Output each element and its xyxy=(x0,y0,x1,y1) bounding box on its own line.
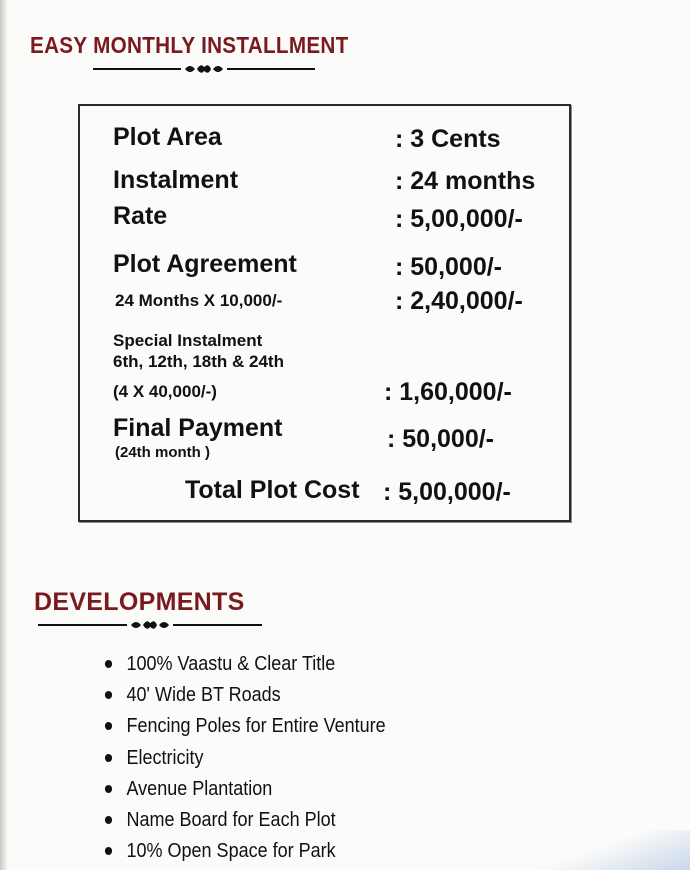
final-payment-sublabel: (24th month ) xyxy=(115,444,210,461)
list-item xyxy=(104,806,386,837)
page-edge-shadow xyxy=(0,0,8,870)
final-payment-label: Final Payment xyxy=(113,414,283,442)
rate-label: Rate xyxy=(113,202,168,230)
installment-box xyxy=(78,104,571,522)
development-item-text: Avenue Plantation xyxy=(126,777,273,800)
special-instalment-months: 6th, 12th, 18th & 24th xyxy=(113,352,284,371)
total-plot-cost-value: : 5,00,000/- xyxy=(383,478,511,506)
bullet-icon xyxy=(105,754,112,762)
special-instalment-breakdown: (4 X 40,000/-) xyxy=(113,382,217,401)
plot-area-value: : 3 Cents xyxy=(395,125,501,153)
list-item xyxy=(104,744,386,775)
plot-agreement-label: Plot Agreement xyxy=(113,250,297,278)
special-instalment-value: : 1,60,000/- xyxy=(384,378,512,406)
final-payment-value: : 50,000/- xyxy=(387,425,495,453)
bullet-icon xyxy=(105,691,112,699)
development-item-text: Name Board for Each Plot xyxy=(126,808,336,831)
monthly-installment-value: : 2,40,000/- xyxy=(395,287,523,315)
development-item-text: Electricity xyxy=(126,746,204,769)
ornament-divider-icon xyxy=(38,616,262,638)
list-item xyxy=(104,650,386,681)
developments-heading: DEVELOPMENTS xyxy=(34,588,245,616)
development-item-text: Fencing Poles for Entire Venture xyxy=(126,715,386,738)
list-item xyxy=(104,681,386,712)
bullet-icon xyxy=(105,847,112,855)
developments-list xyxy=(104,650,417,868)
bullet-icon xyxy=(105,722,112,730)
development-item-text: 40' Wide BT Roads xyxy=(126,684,281,707)
bullet-icon xyxy=(105,816,112,824)
rate-value: : 5,00,000/- xyxy=(395,205,523,233)
plot-agreement-value: : 50,000/- xyxy=(395,253,503,281)
plot-area-label: Plot Area xyxy=(113,123,222,151)
list-item xyxy=(104,775,386,806)
development-item-text: 10% Open Space for Park xyxy=(126,840,336,863)
development-item-text: 100% Vaastu & Clear Title xyxy=(126,653,336,675)
total-plot-cost-label: Total Plot Cost xyxy=(185,476,360,504)
installment-heading: EASY MONTHLY INSTALLMENT xyxy=(30,32,349,58)
instalment-label: Instalment xyxy=(113,166,239,194)
monthly-installment-label: 24 Months X 10,000/- xyxy=(115,291,283,310)
instalment-value: : 24 months xyxy=(395,167,536,195)
list-item xyxy=(104,712,386,743)
bullet-icon xyxy=(105,785,112,793)
page-corner-tint xyxy=(540,830,690,870)
list-item xyxy=(104,837,386,868)
ornament-divider-icon xyxy=(93,60,315,82)
bullet-icon xyxy=(105,660,112,668)
special-instalment-label: Special Instalment xyxy=(113,331,263,350)
